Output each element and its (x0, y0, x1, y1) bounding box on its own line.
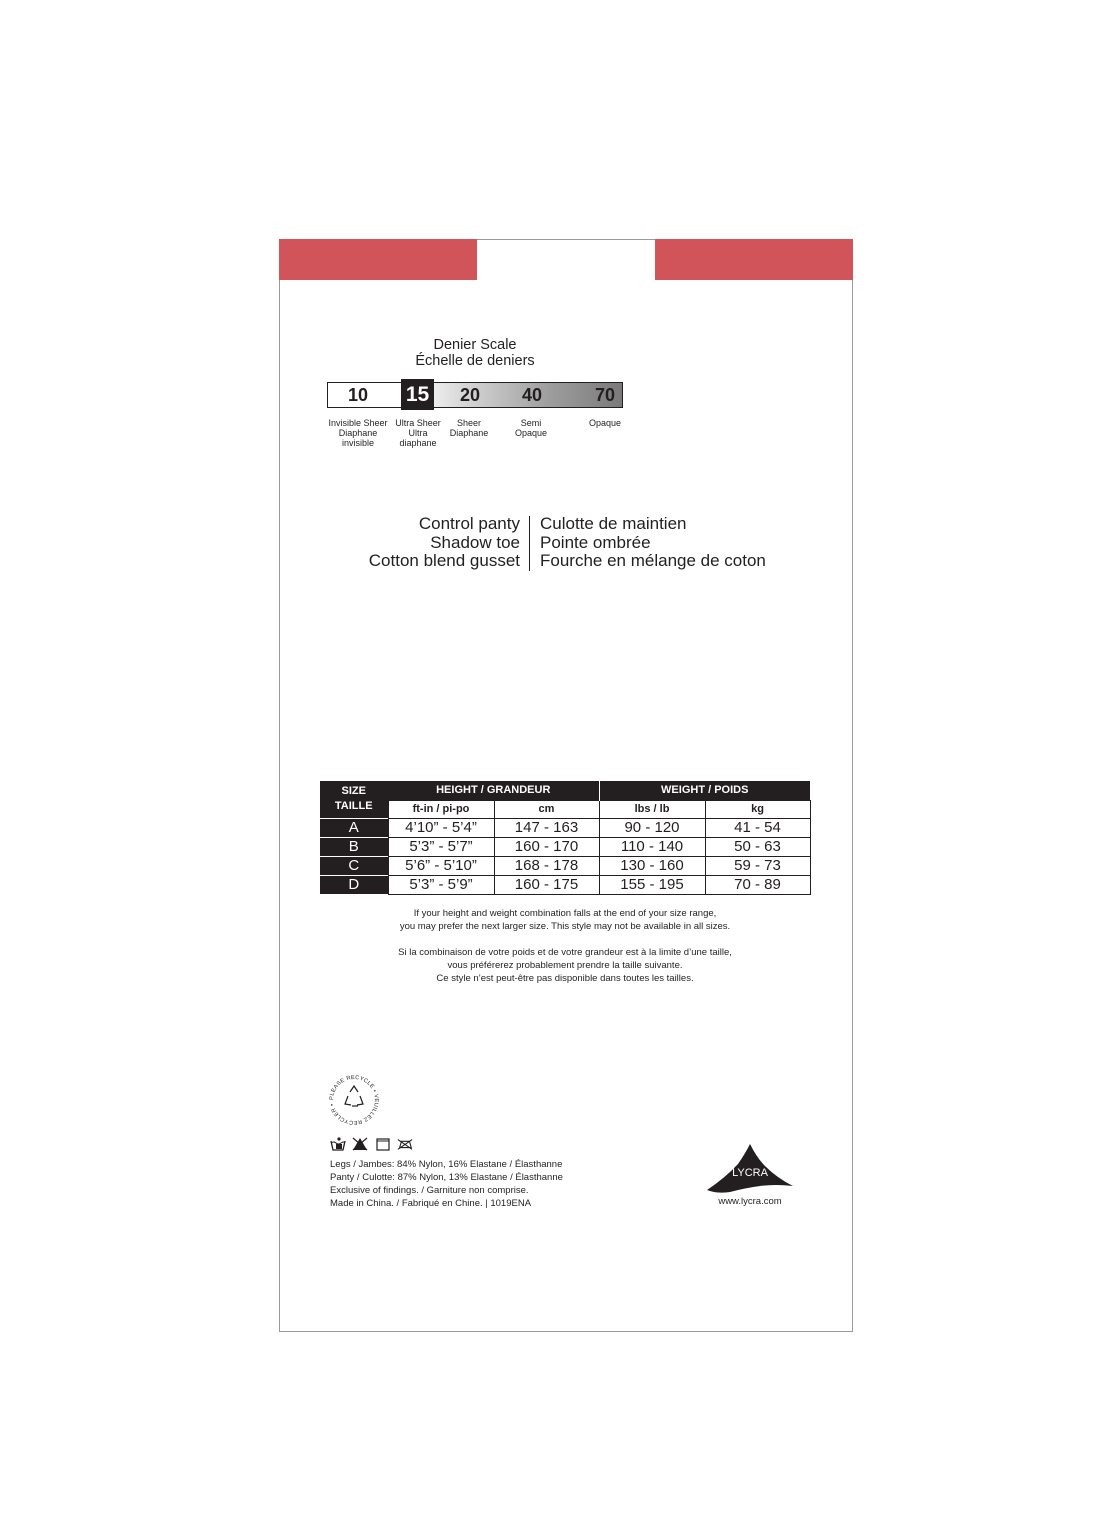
denier-value-15-selected: 15 (401, 379, 434, 410)
no-bleach-icon (352, 1137, 368, 1151)
table-row (320, 856, 810, 875)
feature-fr-2: Pointe ombrée (540, 532, 651, 552)
lycra-url: www.lycra.com (718, 1196, 782, 1207)
fiber-content: Legs / Jambes: 84% Nylon, 16% Elastane / Élasthanne Panty / Culotte: 87% Nylon, 13% Elastane / Élasthanne Exclusive of findings. / Garniture non comprise. Made in China. / Fabriqué en Chine. | 1019ENA (330, 1159, 563, 1209)
feature-fr-3: Fourche en mélange de coton (540, 551, 766, 570)
table-row (320, 837, 810, 856)
cm-cell: 160 - 170 (494, 837, 599, 856)
size-cell: B (320, 837, 388, 856)
denier-value-10: 10 (347, 385, 369, 405)
height-header: HEIGHT / GRANDEUR (388, 781, 599, 800)
accent-tab-left (279, 239, 477, 280)
feature-fr-1: Culotte de maintien (540, 514, 687, 533)
subheader-ftin: ft-in / pi-po (388, 800, 494, 818)
table-row (320, 875, 810, 894)
ftin-cell: 4’10” - 5’4” (388, 818, 494, 837)
kg-cell: 59 - 73 (705, 856, 810, 875)
ftin-cell: 5’6” - 5’10” (388, 856, 494, 875)
denier-value-20: 20 (459, 385, 481, 405)
size-header: SIZE TAILLE (320, 781, 388, 818)
no-tumble-dry-icon (375, 1137, 391, 1151)
feature-en-2: Shadow toe (430, 532, 520, 552)
lycra-logo (705, 1140, 795, 1194)
subheader-cm: cm (494, 800, 599, 818)
kg-cell: 50 - 63 (705, 837, 810, 856)
accent-tab-right (655, 239, 853, 280)
denier-label-15: Ultra Sheer Ultra diaphane (395, 418, 441, 448)
denier-label-10: Invisible Sheer Diaphane invisible (328, 418, 388, 448)
feature-en-3: Cotton blend gusset (368, 551, 520, 570)
ftin-cell: 5’3” - 5’9” (388, 875, 494, 894)
weight-header: WEIGHT / POIDS (599, 781, 810, 800)
kg-cell: 41 - 54 (705, 818, 810, 837)
lbs-cell: 155 - 195 (599, 875, 705, 894)
size-note-en: If your height and weight combination falls at the end of your size range, you may prefer the next larger size. This style may not be available in all sizes. (399, 908, 731, 932)
features-en (369, 515, 520, 571)
subheader-lbs: lbs / lb (599, 800, 705, 818)
svg-text:LYCRA: LYCRA (732, 1167, 768, 1179)
features-divider (529, 516, 530, 571)
lbs-cell: 130 - 160 (599, 856, 705, 875)
denier-label-70: Opaque (588, 418, 622, 428)
features-fr (540, 515, 766, 571)
denier-label-20: Sheer Diaphane (449, 418, 489, 438)
denier-value-70: 70 (594, 385, 616, 405)
lbs-cell: 110 - 140 (599, 837, 705, 856)
subheader-kg: kg (705, 800, 810, 818)
denier-title-en: Denier Scale (433, 337, 517, 353)
denier-scale-bar (327, 382, 623, 408)
size-cell: C (320, 856, 388, 875)
size-cell: A (320, 818, 388, 837)
cm-cell: 147 - 163 (494, 818, 599, 837)
please-recycle-icon (328, 1074, 380, 1126)
size-chart-table (320, 781, 811, 895)
denier-label-40: Semi Opaque (514, 418, 548, 438)
size-cell: D (320, 875, 388, 894)
size-note-fr: Si la combinaison de votre poids et de votre grandeur est à la limite d’une taille, vous préférerez probablement prendre la taille suivante. Ce style n’est peut-être pas disponible dans toutes les tailles. (398, 947, 732, 984)
hand-wash-icon (330, 1137, 346, 1151)
cm-cell: 168 - 178 (494, 856, 599, 875)
kg-cell: 70 - 89 (705, 875, 810, 894)
cm-cell: 160 - 175 (494, 875, 599, 894)
ftin-cell: 5’3” - 5’7” (388, 837, 494, 856)
denier-value-40: 40 (521, 385, 543, 405)
lbs-cell: 90 - 120 (599, 818, 705, 837)
feature-en-1: Control panty (418, 514, 520, 533)
svg-text:PLEASE RECYCLE • VEUILLEZ RECY: PLEASE RECYCLE • VEUILLEZ RECYCLER • (328, 1074, 380, 1126)
table-row (320, 818, 810, 837)
denier-title-fr: Échelle de deniers (415, 353, 535, 369)
no-iron-icon (397, 1137, 413, 1151)
